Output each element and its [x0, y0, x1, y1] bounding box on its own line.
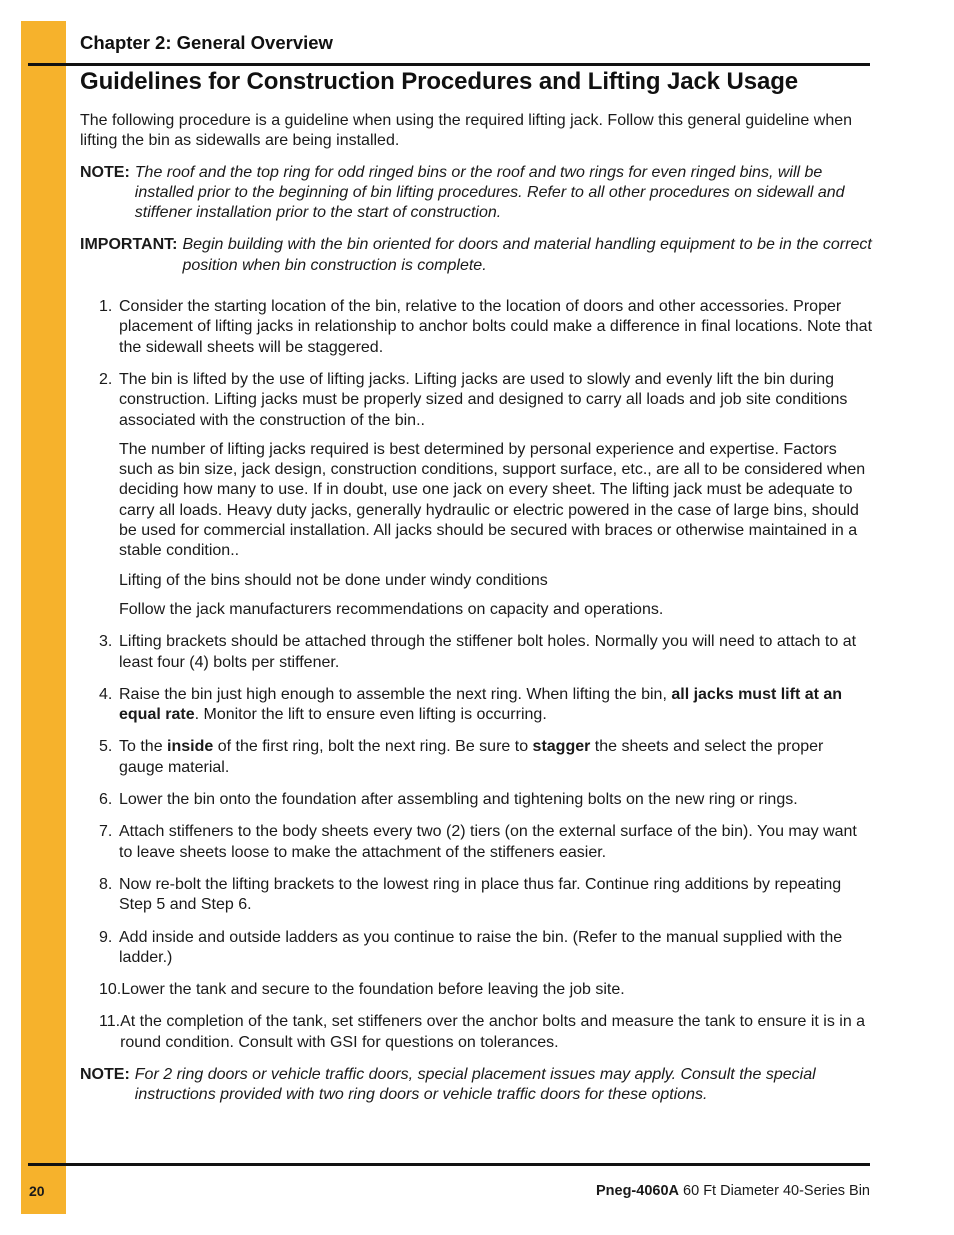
- important-label: IMPORTANT:: [80, 236, 178, 254]
- page-number: 20: [29, 1183, 45, 1199]
- footer-doc-title: [596, 1183, 870, 1199]
- step-content: [119, 297, 872, 358]
- step-text-segment: Lower the tank and secure to the foundation before leaving the job site.: [121, 981, 625, 999]
- important-note: [80, 235, 872, 276]
- step-number: 1.: [99, 298, 113, 316]
- step-text: [120, 1012, 872, 1053]
- step-content: [121, 980, 872, 1000]
- procedure-step: [80, 875, 872, 916]
- step-number: 5.: [99, 738, 113, 756]
- procedure-step: [80, 685, 872, 726]
- step-text-segment: Add inside and outside ladders as you continue to raise the bin. (Refer to the manual supplied with the ladder.): [119, 928, 843, 966]
- procedure-step: [80, 1012, 872, 1053]
- step-number: 11.: [99, 1013, 121, 1031]
- step-text-segment: At the completion of the tank, set stiffeners over the anchor bolts and measure the tank to ensure it is in a round condition. Consult with GSI for questions on tolerances.: [120, 1013, 866, 1051]
- step-text: [121, 980, 872, 1000]
- procedure-step: [80, 370, 872, 620]
- important-text: Begin building with the bin oriented for doors and material handling equipment to be in the correct position when bin construction is complete.: [182, 236, 872, 274]
- note-text: The roof and the top ring for odd ringed bins or the roof and two rings for even ringed bins, will be installed prior to the beginning of bin lifting procedures. Refer to all other procedures on sidewall and stiffener installation prior to the start of construction.: [134, 163, 845, 222]
- procedure-step: [80, 297, 872, 358]
- note-label: NOTE:: [80, 163, 130, 181]
- procedure-step: [80, 928, 872, 969]
- procedure-step: [80, 632, 872, 673]
- step-content: [119, 928, 872, 969]
- step-content: [119, 370, 872, 620]
- header-divider: [28, 63, 870, 66]
- step-content: [119, 790, 872, 810]
- step-subparagraph: Follow the jack manufacturers recommendations on capacity and operations.: [119, 600, 664, 618]
- page-title: Guidelines for Construction Procedures and Lifting Jack Usage: [80, 68, 799, 95]
- step-text: [119, 928, 872, 969]
- step-number: 3.: [99, 633, 113, 651]
- step-text: [119, 822, 872, 863]
- step-emphasis: inside: [167, 738, 214, 756]
- step-text-segment: the sheets and select the proper gauge material.: [119, 738, 824, 776]
- step-text: [119, 632, 872, 673]
- procedure-step: [80, 790, 872, 810]
- procedure-step: [80, 737, 872, 778]
- step-content: [119, 822, 872, 863]
- chapter-heading: Chapter 2: General Overview: [80, 32, 333, 53]
- step-number: 4.: [99, 685, 113, 703]
- doc-name: 60 Ft Diameter 40-Series Bin: [683, 1183, 870, 1199]
- step-number: 10.: [99, 981, 122, 999]
- side-color-bar: [21, 21, 66, 1214]
- step-number: 6.: [99, 791, 113, 809]
- footer-divider: [28, 1163, 870, 1166]
- step-text-segment: Consider the starting location of the bin, relative to the location of doors and other accessories. Proper placement of lifting jacks in relationship to anchor bolts could make a difference in final locations. Note that the sidewall sheets will be staggered.: [119, 298, 873, 356]
- step-text: [119, 370, 872, 431]
- step-emphasis: all jacks must lift at an equal rate: [119, 685, 843, 724]
- step-text: [119, 297, 872, 358]
- step-number: 8.: [99, 875, 113, 893]
- step-text-segment: Attach stiffeners to the body sheets every two (2) tiers (on the external surface of the bin). You may want to leave sheets loose to make the attachment of the stiffeners easier.: [119, 823, 857, 861]
- step-content: [119, 737, 872, 778]
- note-label: NOTE:: [80, 1065, 130, 1083]
- step-number: 2.: [99, 370, 113, 388]
- step-emphasis: stagger: [532, 738, 591, 756]
- step-content: [120, 1012, 872, 1053]
- step-text-segment: The bin is lifted by the use of lifting jacks. Lifting jacks are used to slowly and evenly lift the bin during construction. Lifting jacks must be properly sized and designed to carry all loads and job site conditions associated with the construction of the bin..: [119, 370, 848, 429]
- doc-code: Pneg-4060A: [595, 1183, 679, 1199]
- procedure-steps: [80, 297, 872, 1053]
- step-text-segment: Lower the bin onto the foundation after assembling and tightening bolts on the new ring or rings.: [119, 791, 798, 809]
- note-text: For 2 ring doors or vehicle traffic doors, special placement issues may apply. Consult the special instructions provided with two ring doors or vehicle traffic doors for these options.: [134, 1065, 816, 1104]
- note-doors: [80, 1065, 872, 1106]
- step-text: [119, 685, 872, 726]
- step-content: [119, 875, 872, 916]
- step-text-segment: Raise the bin just high enough to assemble the next ring. When lifting the bin,: [119, 685, 672, 703]
- step-content: [119, 632, 872, 673]
- step-subparagraph: The number of lifting jacks required is best determined by personal experience and expertise. Factors such as bin size, jack design, construction conditions, support surface, etc., are all to be considered when deciding how many to use. If in doubt, use one jack on every sheet. The lifting jack must be adequate to carry all loads. Heavy duty jacks, generally hydraulic or electric powered in the case of large bins, should be used for commercial installation. All jacks should be secured with braces or otherwise maintained in a stable condition..: [119, 440, 866, 560]
- step-number: 9.: [99, 928, 113, 946]
- step-text-segment: Now re-bolt the lifting brackets to the lowest ring in place thus far. Continue ring additions by repeating Step 5 and Step 6.: [119, 875, 842, 914]
- step-text-segment: To the: [119, 738, 168, 756]
- step-subparagraph: Lifting of the bins should not be done under windy conditions: [119, 571, 548, 589]
- step-text-segment: Lifting brackets should be attached through the stiffener bolt holes. Normally you will need to attach to at least four (4) bolts per stiffener.: [119, 633, 857, 671]
- page-body: [80, 111, 872, 1118]
- step-text-segment: . Monitor the lift to ensure even lifting is occurring.: [194, 706, 547, 724]
- step-content: [119, 685, 872, 726]
- intro-paragraph: The following procedure is a guideline when using the required lifting jack. Follow this general guideline when lifting the bin as sidewalls are being installed.: [80, 112, 853, 150]
- procedure-step: [80, 980, 872, 1000]
- step-text: [119, 790, 872, 810]
- step-text: [119, 737, 872, 778]
- note-roof: [80, 163, 872, 224]
- step-number: 7.: [99, 823, 113, 841]
- procedure-step: [80, 822, 872, 863]
- step-text-segment: of the first ring, bolt the next ring. Be sure to: [213, 738, 533, 756]
- step-text: [119, 875, 872, 916]
